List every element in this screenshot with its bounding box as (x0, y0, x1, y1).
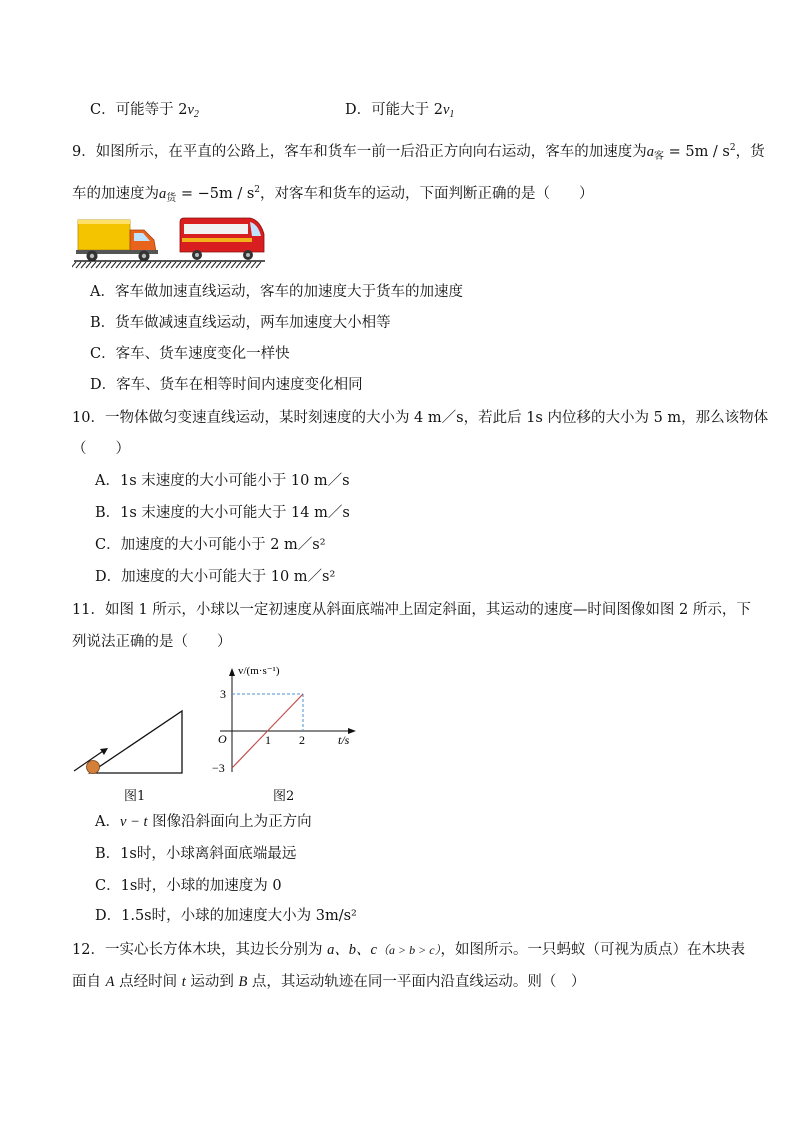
q10-option-a: A．1s 末速度的大小可能小于 10 m／s (95, 473, 350, 489)
road-hatch (226, 262, 231, 268)
road-hatch (72, 262, 76, 268)
road-hatch (216, 262, 221, 268)
x-tick-2: 2 (299, 733, 305, 747)
q12-stem-line1 (72, 940, 745, 960)
q12-point-b: B (238, 974, 248, 990)
q11-option-a (95, 812, 312, 832)
q12-stem2-a: 面自 (72, 974, 106, 990)
q9-stem-text: 9．如图所示，在平直的公路上，客车和货车一前一后沿正方向向右运动，客车的加速度为 (72, 144, 647, 160)
q8-option-d (345, 100, 454, 125)
road-hatch (156, 262, 161, 268)
road-hatch (106, 262, 111, 268)
q9-option-a: A．客车做加速直线运动，客车的加速度大于货车的加速度 (90, 284, 463, 300)
q11-option-d: D．1.5s时，小球的加速度大小为 3m/s² (95, 908, 357, 924)
q12-point-a: A (105, 974, 115, 990)
q12-stem-text: 12．一实心长方体木块，其边长分别为 (72, 942, 328, 958)
q12-stem-line2 (72, 972, 585, 992)
road-hatch (176, 262, 181, 268)
road-hatch (196, 262, 201, 268)
road-hatch (131, 262, 136, 268)
q9-bus-accel-sub: 客 (653, 151, 664, 162)
road-hatch (211, 262, 216, 268)
y-axis-arrow (229, 668, 235, 676)
q10-option-d: D．加速度的大小可能大于 10 m／s² (95, 569, 336, 585)
road-hatch (236, 262, 241, 268)
q11-fig2-label: 图2 (273, 789, 295, 804)
road-hatch (231, 262, 236, 268)
y-tick-3: 3 (220, 687, 226, 701)
q8-option-c-text: C．可能等于 2 (90, 102, 188, 118)
q11-stem-line1: 11．如图 1 所示，小球以一定初速度从斜面底端冲上固定斜面，其运动的速度—时间图像如图 2 所示，下 (72, 602, 751, 618)
arrow-head (100, 748, 108, 755)
q12-time-var: t (181, 974, 186, 990)
q11-stem-line2: 列说法正确的是（ ） (72, 634, 232, 650)
q12-vars: a、b、c (327, 942, 377, 958)
road-hatch (101, 262, 106, 268)
q10-option-b: B．1s 末速度的大小可能大于 14 m／s (95, 505, 350, 521)
origin-label: O (218, 732, 227, 746)
q9-stem2-text: 车的加速度为 (72, 186, 159, 202)
road-hatch (141, 262, 146, 268)
q11-option-c: C．1s时，小球的加速度为 0 (95, 878, 282, 894)
q11-figure2-vt-graph (210, 662, 360, 780)
q8-option-d-text: D．可能大于 2 (345, 102, 443, 118)
truck-icon (76, 220, 158, 262)
road-hatch (181, 262, 186, 268)
q10-stem-line1: 10．一物体做匀变速直线运动，某时刻速度的大小为 4 m／s，若此后 1s 内位移的大小为 5 m，那么该物体 (72, 410, 769, 426)
q9-truck-accel-val: = −5m / s (176, 186, 255, 202)
q9-option-d: D．客车、货车在相等时间内速度变化相同 (90, 377, 363, 393)
q9-truck-accel-exp: 2 (254, 185, 261, 195)
road-hatch (81, 262, 86, 268)
q9-truck-accel-sub: 货 (166, 193, 177, 204)
road-hatch (126, 262, 131, 268)
ball (87, 761, 100, 774)
road-hatch (111, 262, 116, 268)
y-axis-label: v/(m·s⁻¹) (238, 665, 280, 677)
q9-stem-line1 (72, 138, 765, 167)
road-hatch (116, 262, 121, 268)
bus-icon (180, 218, 264, 260)
q8-option-c-sub: 2 (193, 109, 199, 120)
q12-stem2-b: 点经时间 (114, 974, 182, 990)
road-hatch (256, 262, 261, 268)
q10-stem-line2: （ ） (72, 441, 130, 457)
q12-stem-text-b: ，如图所示。一只蚂蚁（可视为质点）在木块表 (440, 942, 746, 958)
q11-option-a-prefix: A． (95, 814, 120, 830)
q11-option-b: B．1s时，小球离斜面底端最远 (95, 846, 297, 862)
q9-stem-text-b: ，货 (735, 144, 765, 160)
x-tick-1: 1 (265, 733, 271, 747)
road-hatch (136, 262, 141, 268)
road-hatch (166, 262, 171, 268)
road-hatch (146, 262, 151, 268)
road-hatch (241, 262, 246, 268)
q11-option-a-text: 图像沿斜面向上为正方向 (147, 814, 312, 830)
road-hatch (221, 262, 226, 268)
road-hatch (171, 262, 176, 268)
q12-stem2-c: 运动到 (185, 974, 239, 990)
road-hatch (191, 262, 196, 268)
q11-fig1-label: 图1 (124, 789, 146, 804)
q9-stem-line2 (72, 180, 594, 209)
road-hatch (151, 262, 156, 268)
road-hatch (96, 262, 101, 268)
road-hatch (161, 262, 166, 268)
q8-option-c-var: v (187, 102, 194, 118)
x-axis-label: t/s (338, 733, 350, 747)
q11-figure1-incline (68, 705, 188, 780)
q8-option-d-sub: 1 (449, 109, 455, 120)
road-hatch (251, 262, 256, 268)
q9-bus-accel-val: = 5m / s (663, 144, 730, 160)
road-hatch (206, 262, 211, 268)
road-hatch (76, 262, 81, 268)
y-tick-neg3: −3 (212, 761, 225, 775)
q10-option-c: C．加速度的大小可能小于 2 m／s² (95, 537, 326, 553)
q9-option-c: C．客车、货车速度变化一样快 (90, 346, 290, 362)
road-hatch (86, 262, 91, 268)
road-hatch (186, 262, 191, 268)
q8-option-c (90, 100, 199, 125)
q9-vehicles-figure (72, 212, 267, 272)
road-hatch (246, 262, 251, 268)
q9-option-b: B．货车做减速直线运动，两车加速度大小相等 (90, 315, 391, 331)
q9-stem2-text-b: ，对客车和货车的运动，下面判断正确的是（ ） (260, 186, 594, 202)
road-hatch (121, 262, 126, 268)
q9-truck-accel-var: a (159, 186, 167, 202)
road-hatch (91, 262, 96, 268)
q12-condition: （a > b > c） (377, 943, 441, 957)
road-ground (72, 261, 265, 268)
q8-option-d-var: v (442, 102, 450, 118)
incline-triangle (90, 711, 182, 773)
q12-stem2-d: 点，其运动轨迹在同一平面内沿直线运动。则（ ） (247, 974, 586, 990)
q9-bus-accel-var: a (646, 144, 654, 160)
road-hatch (201, 262, 206, 268)
q9-bus-accel-exp: 2 (729, 143, 736, 153)
q11-option-a-math: v − t (119, 814, 148, 830)
